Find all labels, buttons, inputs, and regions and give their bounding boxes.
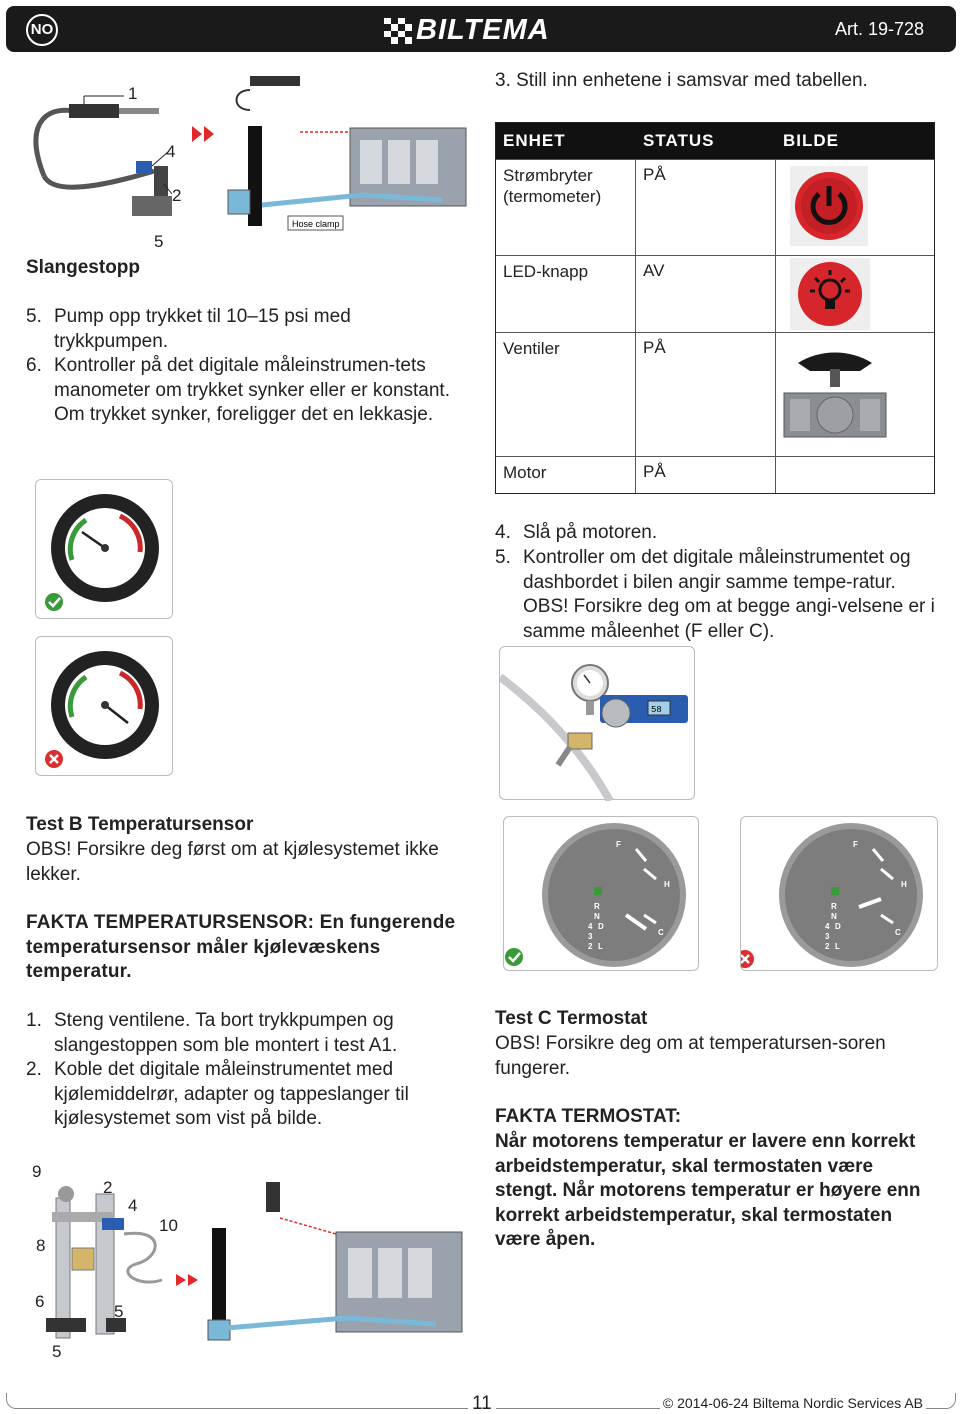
- checker-flag-icon: [384, 18, 412, 44]
- left-step-6: 6. Kontroller på det digitale måleinstrumen-tets manometer om trykket synker eller er konstant. Om trykket synker, foreligger det en lekkasje.: [26, 355, 450, 425]
- col-bilde: BILDE: [783, 131, 839, 150]
- svg-text:2: 2: [825, 942, 830, 951]
- pressure-gauge-icon: [36, 637, 174, 777]
- ball-valve-icon: [780, 349, 890, 447]
- callout-8: 8: [36, 1236, 46, 1255]
- svg-text:2: 2: [588, 942, 593, 951]
- right-step-4: 4. Slå på motoren.: [495, 522, 658, 543]
- table-row: Ventiler PÅ: [496, 332, 934, 456]
- col-status: STATUS: [643, 131, 715, 150]
- hose-clamp-caption: [286, 216, 338, 230]
- led-bulb-icon: [790, 258, 870, 330]
- page-number: 11: [468, 1393, 496, 1414]
- svg-text:D: D: [835, 922, 841, 931]
- svg-text:L: L: [835, 942, 840, 951]
- test-b-fakta: FAKTA TEMPERATURSENSOR: En fungerende temperatursensor måler kjølevæskens temperatur.: [26, 912, 456, 982]
- svg-text:3: 3: [825, 932, 830, 941]
- svg-text:H: H: [664, 880, 670, 889]
- pressure-gauge-icon: [36, 480, 174, 620]
- svg-text:H: H: [901, 880, 907, 889]
- right-step-5: 5. Kontroller om det digitale måleinstrumentet og dashbordet i bilen angir samme tempe-ratur. OBS! Forsikre deg om at begge angi-velsene er i samme måleenhet (F eller C).: [495, 547, 935, 642]
- test-c-note: OBS! Forsikre deg om at temperatursen-soren fungerer.: [495, 1033, 886, 1079]
- callout-9: 9: [32, 1162, 42, 1181]
- callout-5: 5: [52, 1342, 62, 1361]
- svg-text:C: C: [895, 928, 901, 937]
- test-c-fakta: Når motorens temperatur er lavere enn korrekt arbeidstemperatur, skal termostaten være stengt. Når motorens temperatur er høyere enn korrekt arbeidstemperatur, skal termostaten være åpen.: [495, 1131, 921, 1250]
- svg-text:N: N: [594, 912, 600, 921]
- test-c-fakta-title: FAKTA TERMOSTAT:: [495, 1106, 682, 1127]
- page-header: [6, 6, 956, 52]
- table-header: [496, 123, 934, 159]
- callout-6: 6: [35, 1292, 45, 1311]
- table-row: Motor PÅ: [496, 456, 934, 493]
- callout-4: 4: [128, 1196, 138, 1215]
- step-3-text: 3. Still inn enhetene i samsvar med tabellen.: [495, 70, 868, 91]
- callout-5: 5: [154, 232, 164, 251]
- thermostat-setup-figure: [36, 1158, 466, 1358]
- svg-text:4: 4: [588, 922, 593, 931]
- svg-text:4: 4: [825, 922, 830, 931]
- svg-text:F: F: [616, 840, 621, 849]
- svg-text:C: C: [658, 928, 664, 937]
- callout-10: 10: [159, 1216, 178, 1235]
- svg-text:3: 3: [588, 932, 593, 941]
- brand-name: BILTEMA: [416, 14, 550, 46]
- col-enhet: ENHET: [503, 131, 566, 150]
- engine-cooling-figure-top: [222, 70, 468, 232]
- test-b-step-1: 1. Steng ventilene. Ta bort trykkpumpen og slangestoppen som ble montert i test A1.: [26, 1010, 398, 1056]
- pressure-pump-figure: [24, 66, 224, 241]
- dashboard-gauge-bad-card: [740, 816, 938, 971]
- copyright: © 2014-06-24 Biltema Nordic Services AB: [660, 1395, 926, 1411]
- language-badge: NO: [26, 14, 58, 46]
- digital-meter-figure: [499, 646, 695, 800]
- test-c-title: Test C Termostat: [495, 1008, 648, 1029]
- display-value: 58: [651, 705, 662, 715]
- callout-5: 5: [114, 1302, 124, 1321]
- callout-4: 4: [166, 142, 176, 161]
- brand-logo: [384, 14, 550, 47]
- svg-text:D: D: [598, 922, 604, 931]
- callout-1: 1: [128, 84, 138, 103]
- test-b-title: Test B Temperatursensor: [26, 814, 254, 835]
- settings-table: [495, 122, 935, 494]
- svg-text:R: R: [831, 902, 837, 911]
- hose-clamp-label: Hose clamp: [292, 219, 340, 229]
- table-row: LED-knapp AV: [496, 255, 934, 332]
- gauge-ok-card: [35, 479, 173, 619]
- callout-2: 2: [103, 1178, 113, 1197]
- dashboard-gauge-ok-card: [503, 816, 699, 971]
- svg-text:L: L: [598, 942, 603, 951]
- test-b-note: OBS! Forsikre deg først om at kjølesystemet ikke lekker.: [26, 839, 439, 885]
- svg-text:N: N: [831, 912, 837, 921]
- gauge-bad-card: [35, 636, 173, 776]
- test-b-step-2: 2. Koble det digitale måleinstrumentet med kjølemiddelrør, adapter og tappeslanger til kjølesystemet som vist på bilde.: [26, 1059, 409, 1129]
- red-arrow-icon: [176, 1274, 198, 1286]
- svg-text:F: F: [853, 840, 858, 849]
- table-row: Strømbryter (termometer) PÅ: [496, 159, 934, 255]
- left-step-5: 5. Pump opp trykket til 10–15 psi med trykkpumpen.: [26, 306, 351, 352]
- power-button-icon: [790, 166, 868, 246]
- section-caption-slangestopp: Slangestopp: [26, 257, 141, 278]
- svg-text:R: R: [594, 902, 600, 911]
- article-number: Art. 19-728: [834, 19, 924, 39]
- callout-2: 2: [172, 186, 182, 205]
- red-arrow-icon: [192, 126, 218, 142]
